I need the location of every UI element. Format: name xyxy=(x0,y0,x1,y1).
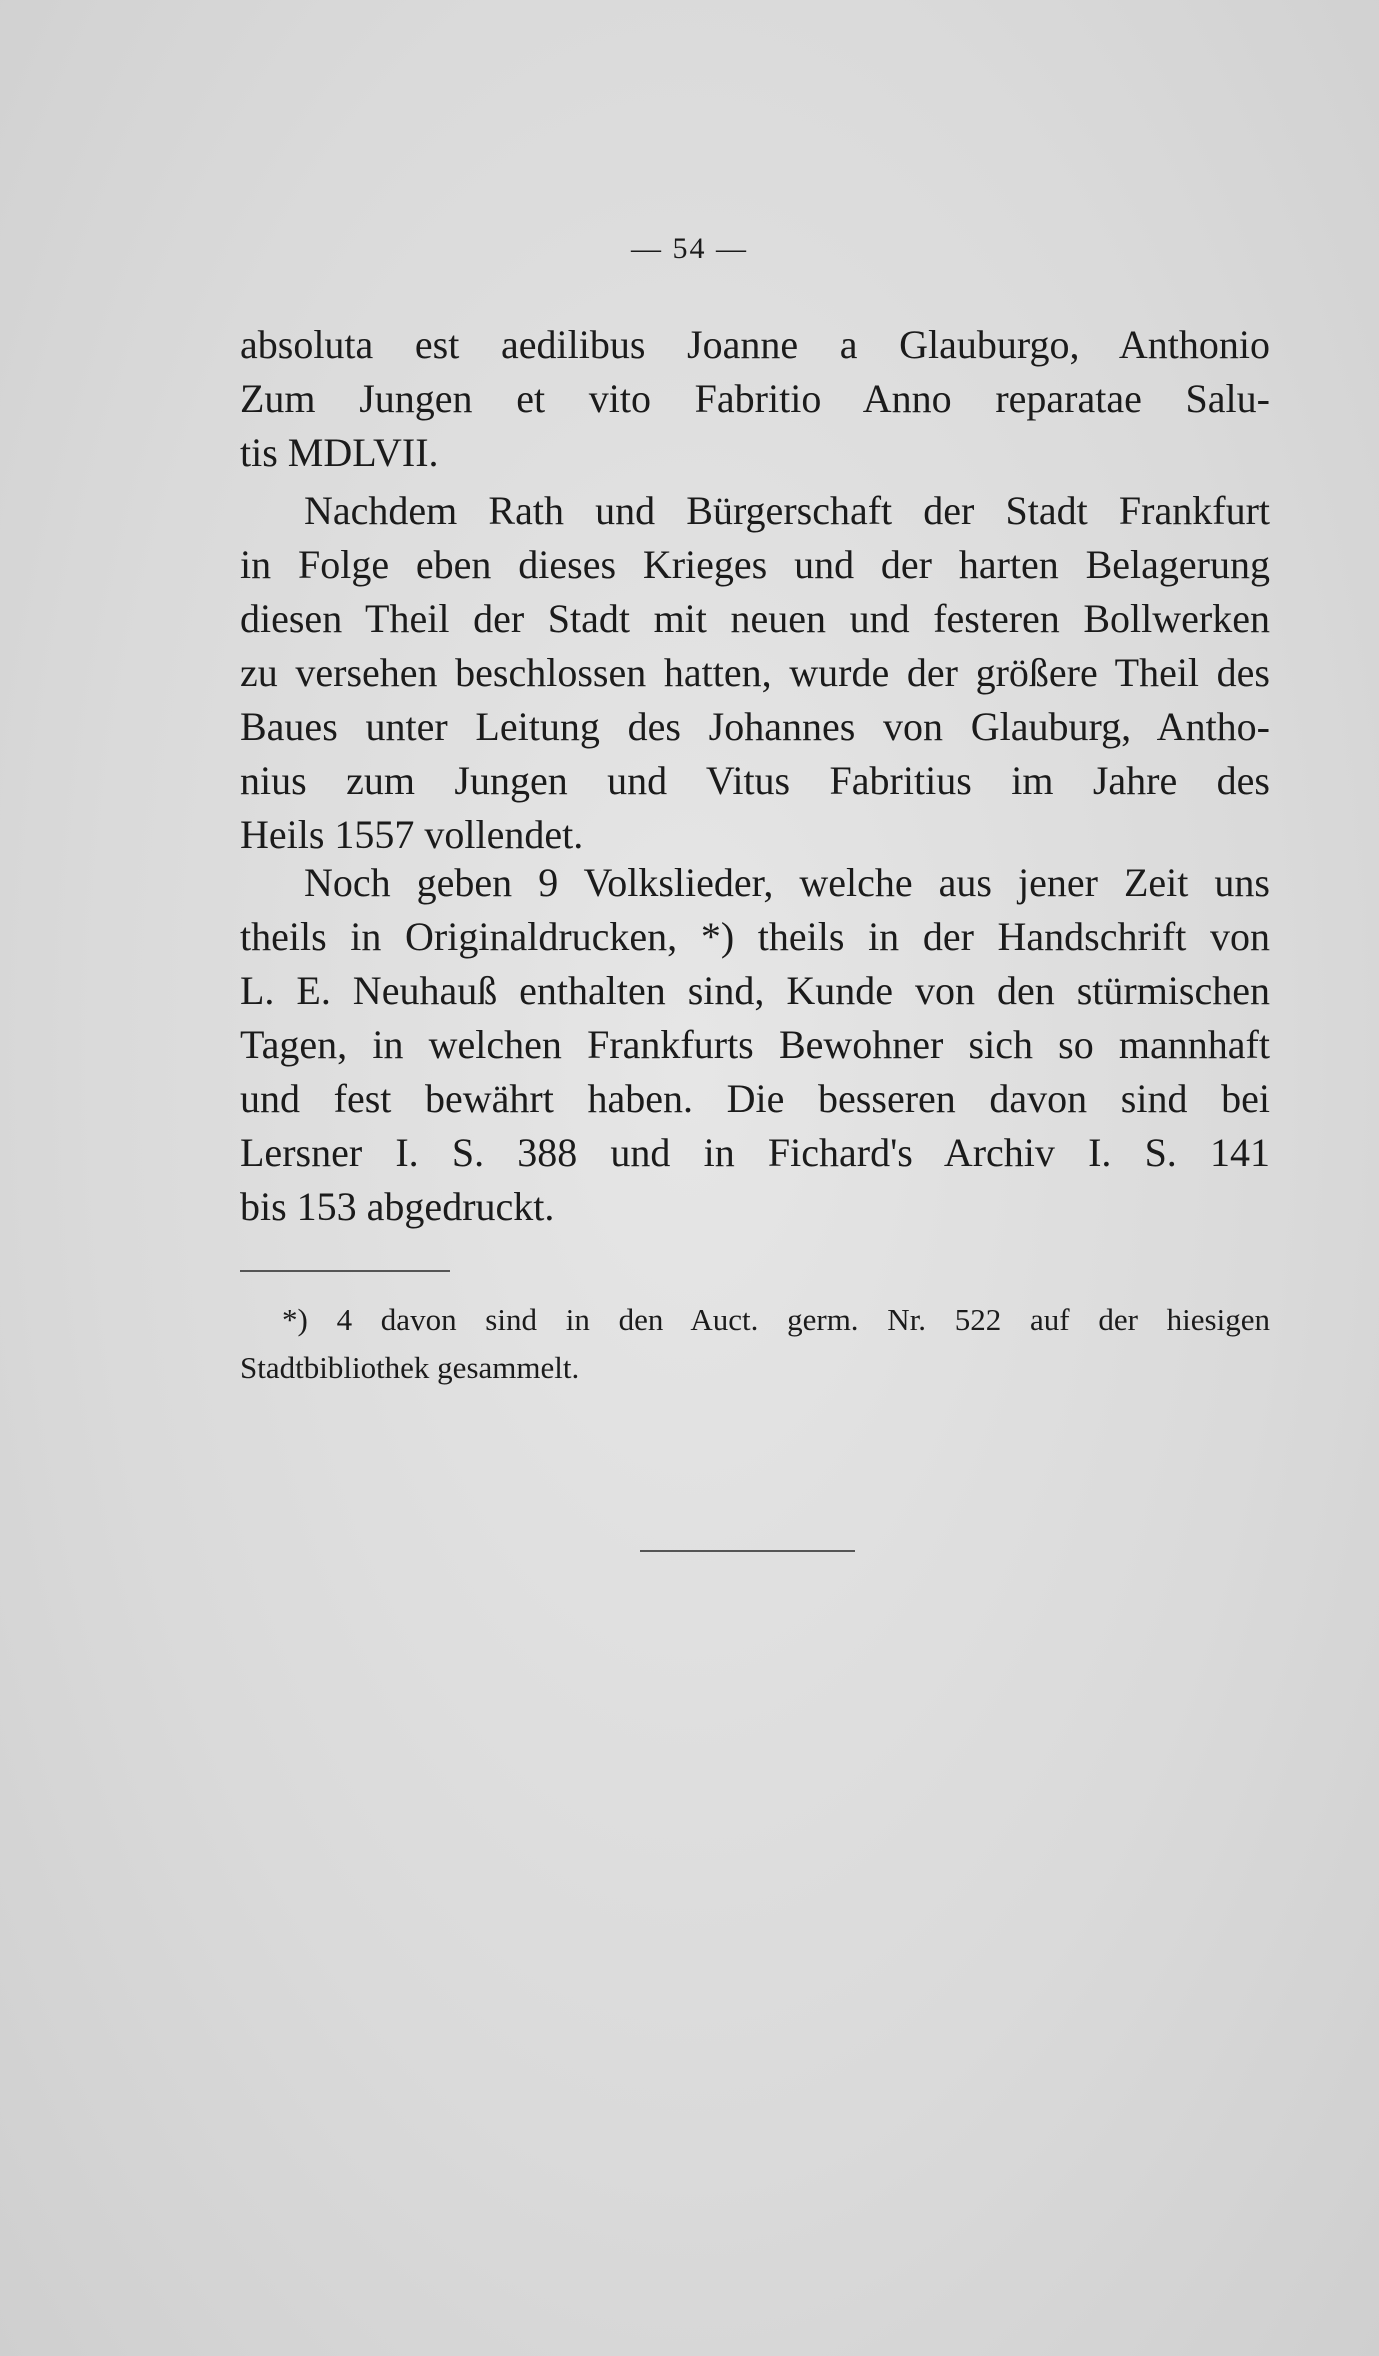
paragraph-volkslieder xyxy=(240,856,1270,1234)
text-line: Noch geben 9 Volkslieder, welche aus jener Zeit uns xyxy=(304,860,1270,905)
text-line: absoluta est aedilibus Joanne a Glauburgo, Anthonio xyxy=(240,322,1270,367)
text-line: L. E. Neuhauß enthalten sind, Kunde von den stürmischen xyxy=(240,968,1270,1013)
text-line: theils in Originaldrucken, *) theils in der Handschrift von xyxy=(240,914,1270,959)
paragraph-latin-inscription xyxy=(240,318,1270,480)
text-line: Lersner I. S. 388 und in Fichard's Archiv I. S. 141 xyxy=(240,1130,1270,1175)
text-line: Heils 1557 vollendet. xyxy=(240,812,584,857)
text-line: Baues unter Leitung des Johannes von Glauburg, Antho- xyxy=(240,704,1270,749)
text-line: und fest bewährt haben. Die besseren davon sind bei xyxy=(240,1076,1270,1121)
page-number: — 54 — xyxy=(631,232,748,265)
text-line: Tagen, in welchen Frankfurts Bewohner sich so mannhaft xyxy=(240,1022,1270,1067)
footnote-divider xyxy=(240,1270,450,1272)
text-line: diesen Theil der Stadt mit neuen und festeren Bollwerken xyxy=(240,596,1270,641)
text-line: in Folge eben dieses Krieges und der harten Belagerung xyxy=(240,542,1270,587)
footnote-line: *) 4 davon sind in den Auct. germ. Nr. 522 auf der hiesigen xyxy=(282,1302,1270,1337)
text-line: Nachdem Rath und Bürgerschaft der Stadt Frankfurt xyxy=(304,488,1270,533)
text-line: Zum Jungen et vito Fabritio Anno reparatae Salu- xyxy=(240,376,1270,421)
paragraph-bollwerke xyxy=(240,484,1270,862)
text-line: nius zum Jungen und Vitus Fabritius im Jahre des xyxy=(240,758,1270,803)
text-line: zu versehen beschlossen hatten, wurde der größere Theil des xyxy=(240,650,1270,695)
footnote-line: Stadtbibliothek gesammelt. xyxy=(240,1350,580,1385)
footnote xyxy=(240,1296,1270,1392)
text-line: tis MDLVII. xyxy=(240,430,439,475)
section-end-rule xyxy=(640,1550,855,1552)
text-line: bis 153 abgedruckt. xyxy=(240,1184,555,1229)
